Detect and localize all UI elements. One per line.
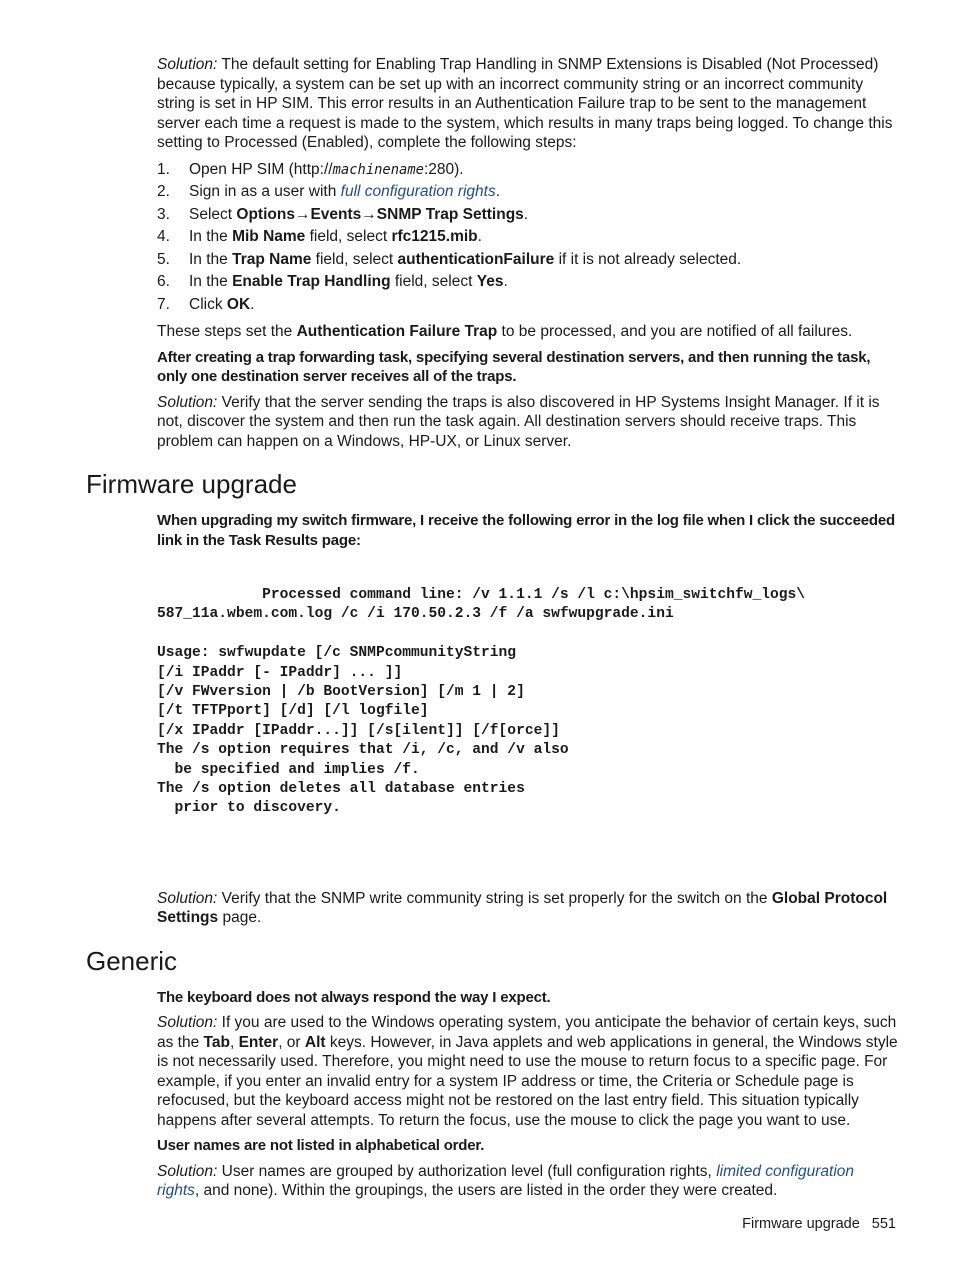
step-text: . [495, 183, 501, 200]
step-code: machinename [332, 161, 424, 178]
page-number: 551 [871, 1216, 896, 1232]
step-number: 7. [157, 295, 170, 313]
step-number: 5. [157, 250, 170, 268]
field-name: Trap Name [232, 250, 312, 268]
step-text: Click [189, 295, 227, 313]
solution-label: Solution: [157, 393, 218, 411]
step-number: 1. [157, 160, 170, 178]
solution-text: keys. However, in Java applets and web applications in general, the Windows style is not necessarily used. Therefore, you might need to use the mouse to return focus to a specific page. For example, if you enter an invalid entry for a system IP address or time, the Criteria or Schedule page is refocused, but the keyboard access might not be restored on the last entry field. This situation typically happens after several attempts. To return the focus, use the mouse to click the page you want to use. [157, 1033, 898, 1129]
text: to be processed, and you are notified of all failures. [497, 323, 853, 340]
step-text: field, select [305, 228, 392, 245]
heading-firmware-upgrade: Firmware upgrade [86, 469, 297, 499]
ok-label: OK [226, 295, 251, 313]
code-block: Processed command line: /v 1.1.1 /s /l c:\hpsim_switchfw_logs\ 587_11a.wbem.com.log /c /i 170.50.2.3 /f /a swfwupgrade.ini Usage: swfwupdate [/c SNMPcommunityString [/i IPaddr [- IPaddr] ... ]] [/v FWversion | /b BootVersion] [/m 1 | 2] [/t TFTPport] [/d] [/l logfile] [/x IPaddr [IPaddr...]] [/s[ilent]] [/f[orce]] The /s option requires that /i, /c, and /v also be specified and implies /f. The /s option deletes all database entries prior to discovery. [157, 587, 806, 817]
step-7 [157, 294, 899, 317]
footer-section-title: Firmware upgrade [742, 1216, 860, 1232]
solution-text: Verify that the server sending the traps is also discovered in HP Systems Insight Manager. If it is not, discover the system and then run the task again. All destination servers should receive traps. This problem can happen on a Windows, HP-UX, or Linux server. [157, 393, 880, 450]
step-text: . [503, 273, 508, 290]
solution-text: Verify that the SNMP write community string is set properly for the switch on the [217, 889, 772, 907]
step-text: Open HP SIM (http:// [189, 160, 333, 178]
solution-user-names [157, 1162, 899, 1201]
step-text: :280). [423, 160, 464, 178]
field-name: Enable Trap Handling [232, 273, 391, 290]
step-3 [157, 204, 899, 227]
solution-text: , [229, 1033, 239, 1051]
global-protocol-settings: Global Protocol Settings [157, 889, 888, 927]
step-number: 3. [157, 205, 170, 223]
solution-keyboard [157, 1013, 899, 1130]
step-text: field, select [311, 250, 398, 268]
question-trap-forwarding: After creating a trap forwarding task, specifying several destination servers, and then running the task, only one destination server receives all of the traps. [157, 348, 871, 385]
field-value: Yes [476, 273, 504, 290]
step-6 [157, 271, 899, 294]
solution-label: Solution: [157, 889, 218, 907]
step-number: 6. [157, 273, 170, 290]
menu-events: Events [310, 205, 362, 223]
step-2 [157, 181, 899, 204]
solution-text: User names are grouped by authorization level (full configuration rights, [217, 1162, 717, 1180]
solution-text: , and none). Within the groupings, the users are listed in the order they were created. [194, 1182, 778, 1200]
arrow-icon: → [361, 205, 377, 223]
step-text: . [250, 295, 255, 313]
step-text: In the [189, 273, 233, 290]
full-configuration-rights-link[interactable]: full configuration rights [340, 183, 496, 200]
alt-key: Alt [304, 1033, 326, 1051]
menu-options: Options [236, 205, 295, 223]
after-steps-paragraph [157, 322, 899, 342]
step-text: In the [189, 250, 233, 268]
solution-text: If you are used to the Windows operating system, you anticipate the behavior of certain keys, such as the [157, 1014, 897, 1051]
field-value: rfc1215.mib [391, 228, 478, 245]
steps-list [157, 159, 899, 317]
question-keyboard: The keyboard does not always respond the way I expect. [157, 988, 551, 1006]
arrow-icon: → [294, 205, 311, 223]
step-text: . [477, 228, 482, 245]
step-text: Select [189, 205, 237, 223]
solution-label: Solution: [157, 1162, 218, 1180]
step-number: 4. [157, 228, 170, 245]
step-text: Sign in as a user with [189, 183, 341, 200]
menu-snmp-trap-settings: SNMP Trap Settings [376, 205, 524, 223]
step-4 [157, 226, 899, 249]
step-text: field, select [390, 273, 477, 290]
step-1 [157, 159, 899, 182]
question-user-names: User names are not listed in alphabetical order. [157, 1137, 485, 1155]
limited-configuration-rights-link[interactable]: limited configuration rights [157, 1162, 855, 1200]
question-firmware: When upgrading my switch firmware, I receive the following error in the log file when I click the succeeded link in the Task Results page: [157, 512, 895, 549]
solution-text: , or [278, 1033, 305, 1051]
text: These steps set the [157, 323, 297, 340]
enter-key: Enter [238, 1033, 279, 1051]
solution-text: page. [218, 909, 262, 927]
solution-text: The default setting for Enabling Trap Handling in SNMP Extensions is Disabled (Not Processed) because typically, a system can be set up with an incorrect community string or an incorrect community string is set in HP SIM. This error results in an Authentication Failure trap to be sent to the management server each time a request is made to the system, which results in many traps being logged. To change this setting to Processed (Enabled), complete the following steps: [157, 56, 893, 151]
heading-generic: Generic [86, 945, 178, 976]
solution-paragraph [157, 55, 899, 153]
step-text: if it is not already selected. [554, 250, 742, 268]
solution-firmware [157, 889, 899, 928]
step-text: In the [189, 228, 233, 245]
step-number: 2. [157, 183, 170, 200]
solution-label: Solution: [157, 56, 218, 73]
step-text: . [523, 205, 529, 223]
step-5 [157, 249, 899, 272]
solution-trap-forwarding [157, 393, 899, 452]
tab-key: Tab [203, 1033, 230, 1051]
solution-label: Solution: [157, 1014, 218, 1032]
trap-name: Authentication Failure Trap [296, 323, 498, 340]
page-content [86, 55, 899, 1207]
page-footer [742, 1215, 896, 1235]
field-name: Mib Name [232, 228, 306, 245]
field-value: authenticationFailure [397, 250, 555, 268]
